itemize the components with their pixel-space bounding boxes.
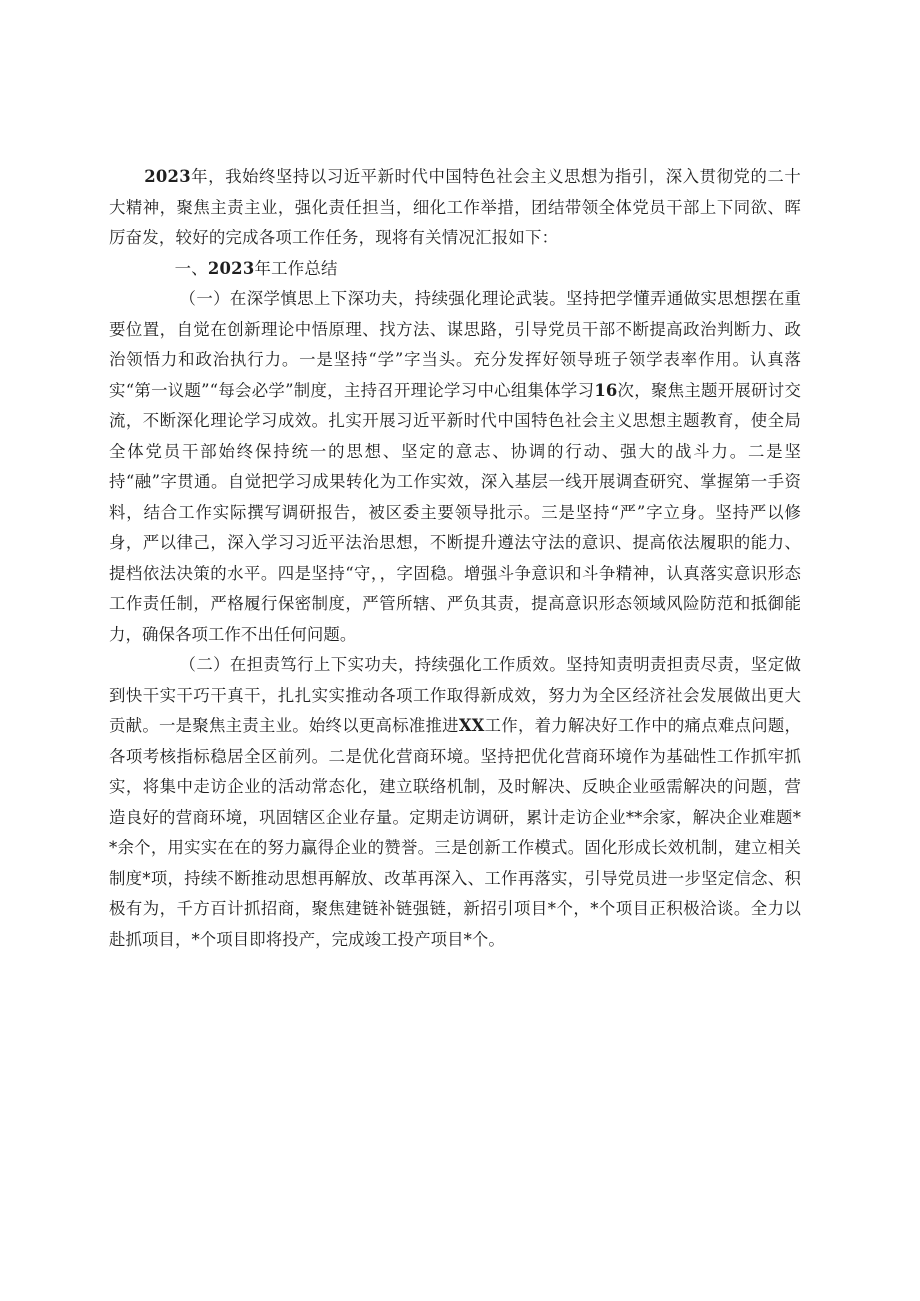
section-1-text-b: 次，聚焦主题开展研讨交流，不断深化理论学习成效。扎实开展习近平新时代中国特色社会主义思想主题教育，使全局全体党员干部始终保持统一的思想、坚定的意志、协调的行动、强大的战斗力。二是坚持“融”字贯通。自觉把学习成果转化为工作实效，深入基层一线开展调查研究、掌握第一手资料，结合工作实际撰写调研报告，被区委主要领导批示。三是坚持“严”字立身。坚持严以修身，严以律己，深入学习习近平法治思想，不断提升遵法守法的意识、提高依法履职的能力、提档依法决策的水平。四是坚持“守，，字固稳。增强斗争意识和斗争精神，认真落实意识形态工作责任制，严格履行保密制度，严管所辖、严负其责，提高意识形态领域风险防范和抵御能力，确保各项工作不出任何问题。 (109, 380, 801, 644)
intro-paragraph (109, 162, 801, 254)
section-1-study-count: 16 (594, 380, 618, 400)
section-heading-work-summary (109, 254, 801, 285)
section-1-text-a: （一）在深学慎思上下深功夫，持续强化理论武装。坚持把学懂弄通做实思想摆在重要位置，自觉在创新理论中悟原理、找方法、谋思路，引导党员干部不断提高政治判断力、政治领悟力和政治执行力。一是坚持“学”字当头。充分发挥好领导班子领学表率作用。认真落实“第一议题”“每会必学”制度，主持召开理论学习中心组集体学习 (109, 289, 801, 400)
heading-text: 年工作总结 (254, 258, 338, 278)
section-2-text-b: 工作，着力解决好工作中的痛点难点问题，各项考核指标稳居全区前列。二是优化营商环境。坚持把优化营商环境作为基础性工作抓牢抓实，将集中走访企业的活动常态化，建立联络机制，及时解决、反映企业亟需解决的问题，营造良好的营商环境，巩固辖区企业存量。定期走访调研，累计走访企业**余家，解决企业难题**余个，用实实在在的努力赢得企业的赞誉。三是创新工作模式。固化形成长效机制，建立相关制度*项，持续不断推动思想再解放、改革再深入、工作再落实，引导党员进一步坚定信念、积极有为，千方百计抓招商，聚焦建链补链强链，新招引项目*个，*个项目正积极洽谈。全力以赴抓项目，*个项目即将投产，完成竣工投产项目*个。 (109, 716, 801, 949)
section-2-code: XX (458, 716, 485, 735)
document-body (109, 162, 801, 955)
section-1-paragraph (109, 284, 801, 650)
section-2-text-a: （二）在担责笃行上下实功夫，持续强化工作质效。坚持知责明责担责尽责，坚定做到快干实干巧干真干，扎扎实实推动各项工作取得新成效，努力为全区经济社会发展做出更大贡献。一是聚焦主责主业。始终以更高标准推进 (109, 655, 801, 735)
heading-year: 2023 (207, 258, 255, 278)
intro-text: 年，我始终坚持以习近平新时代中国特色社会主义思想为指引，深入贯彻党的二十大精神，聚焦主责主业，强化责任担当，细化工作举措，团结带领全体党员干部上下同欲、晖厉奋发，较好的完成各项工作任务，现将有关情况汇报如下： (109, 167, 801, 247)
intro-year: 2023 (144, 167, 191, 186)
heading-prefix: 一、 (174, 258, 208, 278)
section-2-paragraph (109, 650, 801, 955)
